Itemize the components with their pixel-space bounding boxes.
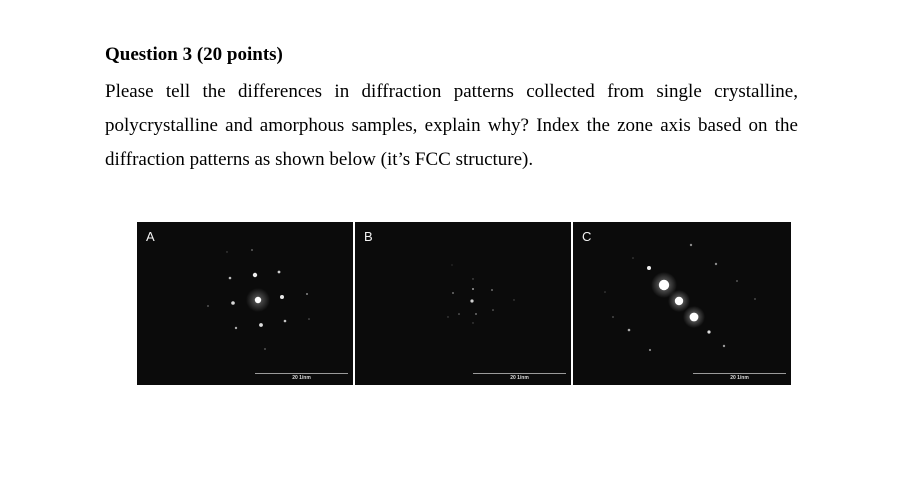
scale-bar-a: 20 1/nm xyxy=(255,373,348,381)
panel-label-b: B xyxy=(364,229,373,244)
pattern-b-spots xyxy=(355,222,571,385)
diffraction-pattern-b xyxy=(355,222,571,385)
pattern-c-spots xyxy=(573,222,791,385)
question-title: Question 3 (20 points) xyxy=(105,44,283,65)
diffraction-pattern-a xyxy=(137,222,353,385)
question-text: Please tell the differences in diffraction patterns collected from single crystalline, polycrystalline and amorphous samples, explain why? Index the zone axis based on the diffraction patterns as shown below (it’s FCC structure). xyxy=(105,81,798,170)
panel-label-c: C xyxy=(582,229,592,244)
question-block xyxy=(105,43,798,177)
scale-bar-b: 20 1/nm xyxy=(473,373,566,381)
diffraction-pattern-c xyxy=(573,222,791,385)
scale-bar-c: 20 1/nm xyxy=(693,373,786,381)
panel-label-a: A xyxy=(146,229,155,244)
diffraction-figure xyxy=(137,222,791,385)
pattern-a-spots xyxy=(137,222,353,385)
